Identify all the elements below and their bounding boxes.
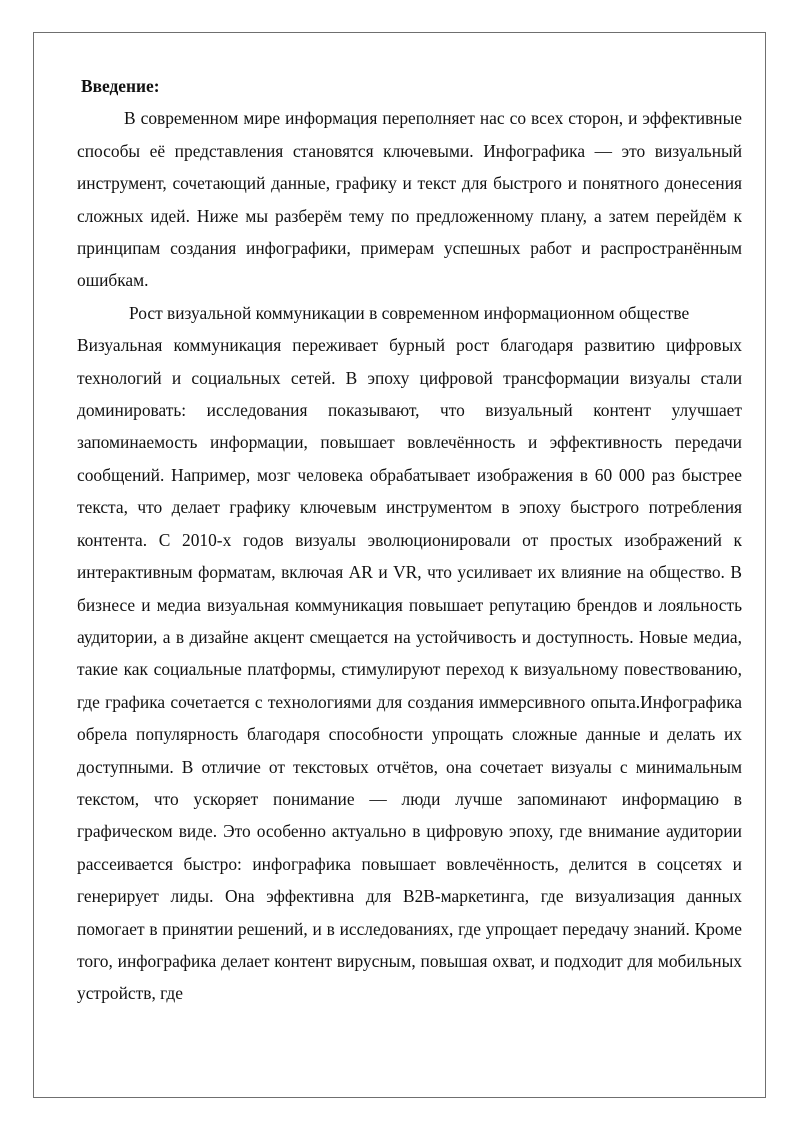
section-title: Рост визуальной коммуникации в современном информационном обществе [129,302,690,323]
introduction-heading: Введение: [81,76,160,96]
body-paragraph: Визуальная коммуникация переживает бурный рост благодаря развитию цифровых технологий и социальных сетей. В эпоху цифровой трансформации визуалы стали доминировать: исследования показывают, что визуальный контент улучшает запоминаемость информации, повышает вовлечённость и эффективность передачи сообщений. Например, мозг человека обрабатывает изображения в 60 000 раз быстрее текста, что делает графику ключевым инструментом в эпоху быстрого потребления контента. С 2010-х годов визуалы эволюционировали от простых изображений к интерактивным форматам, включая AR и VR, что усиливает их влияние на общество. В бизнесе и медиа визуальная коммуникация повышает репутацию брендов и лояльность аудитории, а в дизайне акцент смещается на устойчивость и доступность. Новые медиа, такие как социальные платформы, стимулируют переход к визуальному повествованию, где графика сочетается с технологиями для создания иммерсивного опыта.Инфографика обрела популярность благодаря способности упрощать сложные данные и делать их доступными. В отличие от текстовых отчётов, она сочетает визуалы с минимальным текстом, что ускоряет понимание — люди лучше запоминают информацию в графическом виде. Это особенно актуально в цифровую эпоху, где внимание аудитории рассеивается быстро: инфографика повышает вовлечённость, делится в соцсетях и генерирует лиды. Она эффективна для B2B-маркетинга, где визуализация данных помогает в принятии решений, и в исследованиях, где упрощает передачу знаний. Кроме того, инфографика делает контент вирусным, повышая охват, и подходит для мобильных устройств, где [77,335,742,1004]
intro-paragraph: В современном мире информация переполняет нас со всех сторон, и эффективные способы её представления становятся ключевыми. Инфографика — это визуальный инструмент, сочетающий данные, графику и текст для быстрого и понятного донесения сложных идей. Ниже мы разберём тему по предложенному плану, а затем перейдём к принципам создания инфографики, примерам успешных работ и распространённым ошибкам. [77,108,742,291]
document-body [77,70,742,1010]
